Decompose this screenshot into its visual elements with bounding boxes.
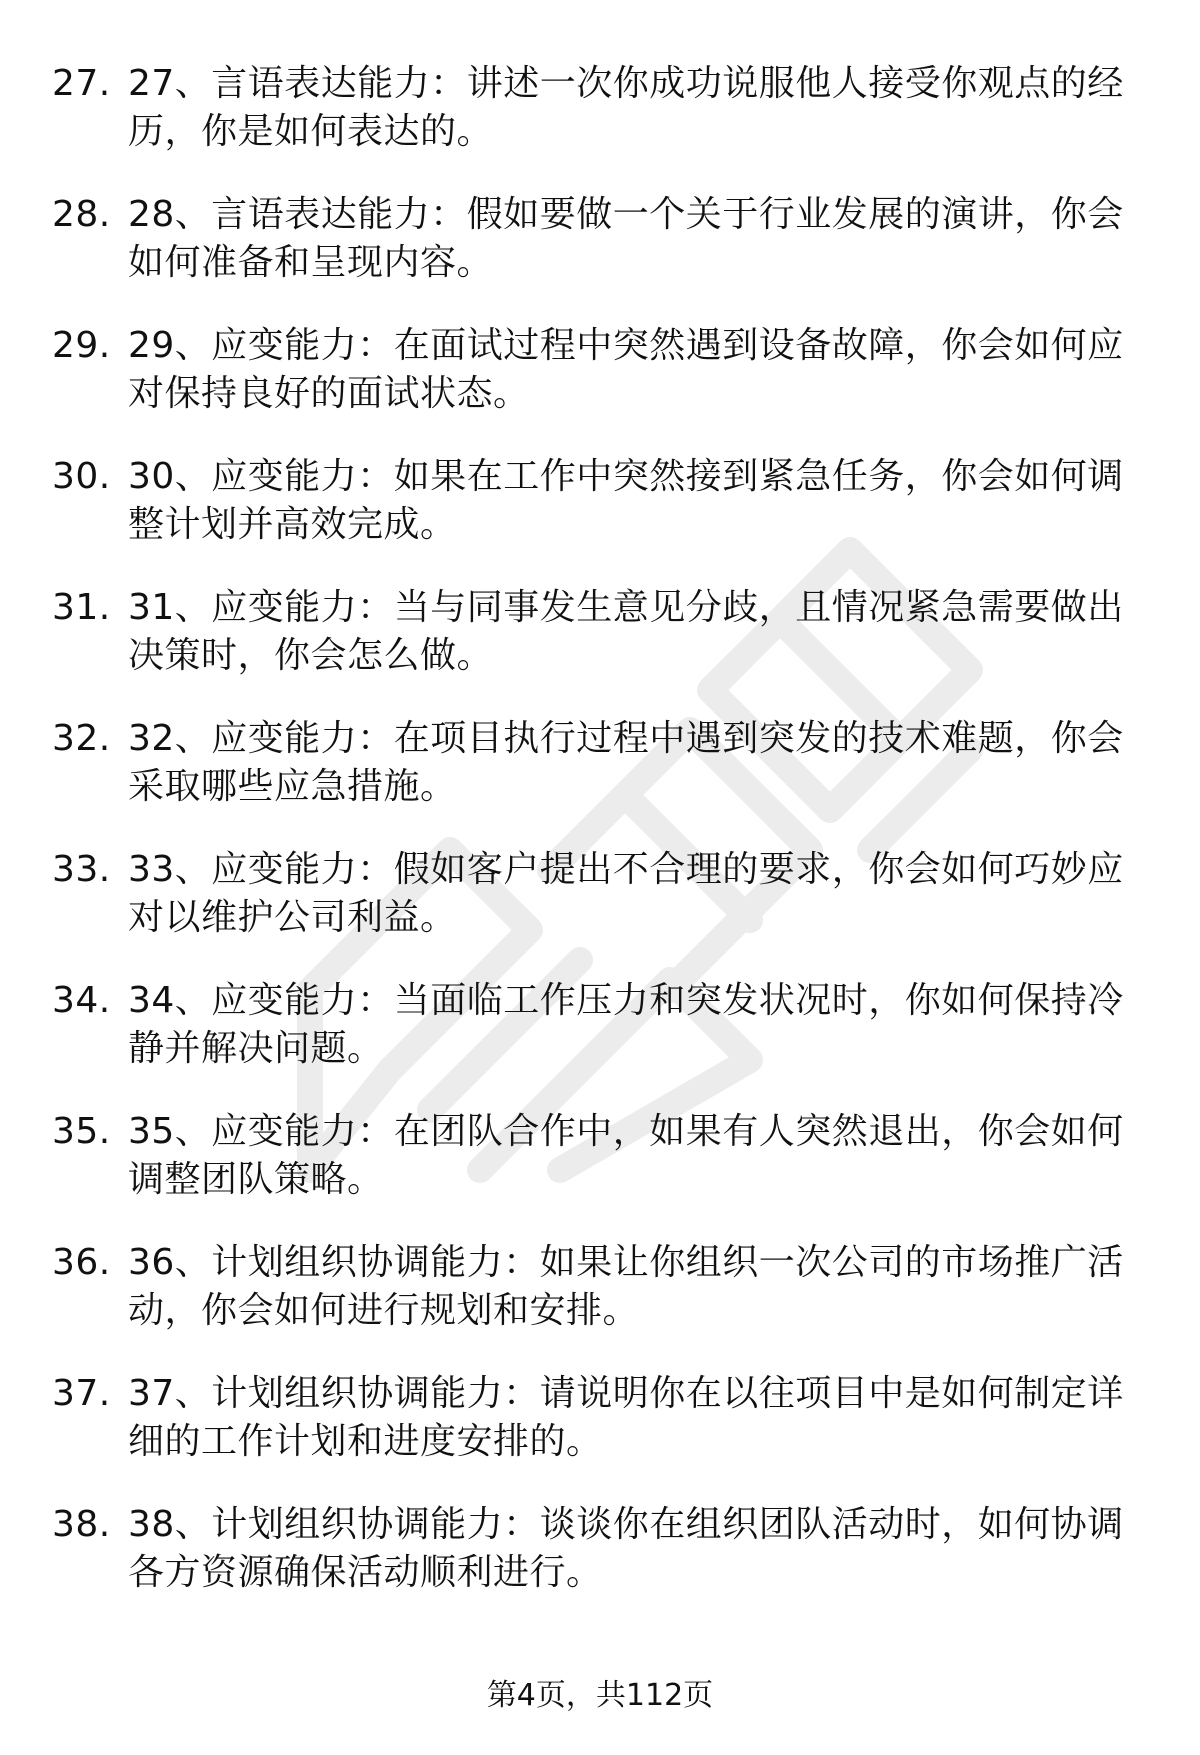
question-number: 28. [52, 194, 111, 235]
question-text: 36、计划组织协调能力：如果让你组织一次公司的市场推广活动，你会如何进行规划和安排。 [128, 1242, 1124, 1331]
list-item [0, 453, 1200, 584]
list-item [0, 977, 1200, 1108]
page-footer [0, 1676, 1200, 1716]
question-text: 33、应变能力：假如客户提出不合理的要求，你会如何巧妙应对以维护公司利益。 [128, 849, 1124, 938]
question-text: 38、计划组织协调能力：谈谈你在组织团队活动时，如何协调各方资源确保活动顺利进行。 [128, 1504, 1124, 1593]
list-item [0, 715, 1200, 846]
list-item [0, 846, 1200, 977]
list-item [0, 60, 1200, 191]
question-number: 38. [52, 1504, 111, 1545]
list-item [0, 322, 1200, 453]
question-number: 36. [52, 1242, 111, 1283]
question-number: 30. [52, 456, 111, 497]
page-number-label: 第4页，共112页 [486, 1678, 714, 1713]
question-text: 30、应变能力：如果在工作中突然接到紧急任务，你会如何调整计划并高效完成。 [128, 456, 1124, 545]
list-item [0, 1108, 1200, 1239]
question-text: 27、言语表达能力：讲述一次你成功说服他人接受你观点的经历，你是如何表达的。 [128, 63, 1124, 152]
question-number: 31. [52, 587, 111, 628]
question-number: 33. [52, 849, 111, 890]
list-item [0, 1501, 1200, 1632]
list-item [0, 191, 1200, 322]
question-text: 32、应变能力：在项目执行过程中遇到突发的技术难题，你会采取哪些应急措施。 [128, 718, 1124, 807]
list-item [0, 1239, 1200, 1370]
question-text: 37、计划组织协调能力：请说明你在以往项目中是如何制定详细的工作计划和进度安排的。 [128, 1373, 1124, 1462]
question-text: 34、应变能力：当面临工作压力和突发状况时，你如何保持冷静并解决问题。 [128, 980, 1124, 1069]
question-text: 29、应变能力：在面试过程中突然遇到设备故障，你会如何应对保持良好的面试状态。 [128, 325, 1124, 414]
question-number: 35. [52, 1111, 111, 1152]
question-text: 31、应变能力：当与同事发生意见分歧，且情况紧急需要做出决策时，你会怎么做。 [128, 587, 1124, 676]
question-number: 32. [52, 718, 111, 759]
question-text: 28、言语表达能力：假如要做一个关于行业发展的演讲，你会如何准备和呈现内容。 [128, 194, 1124, 283]
question-list [0, 60, 1200, 1632]
question-text: 35、应变能力：在团队合作中，如果有人突然退出，你会如何调整团队策略。 [128, 1111, 1124, 1200]
question-number: 34. [52, 980, 111, 1021]
question-number: 27. [52, 63, 111, 104]
list-item [0, 584, 1200, 715]
question-number: 29. [52, 325, 111, 366]
list-item [0, 1370, 1200, 1501]
question-number: 37. [52, 1373, 111, 1414]
